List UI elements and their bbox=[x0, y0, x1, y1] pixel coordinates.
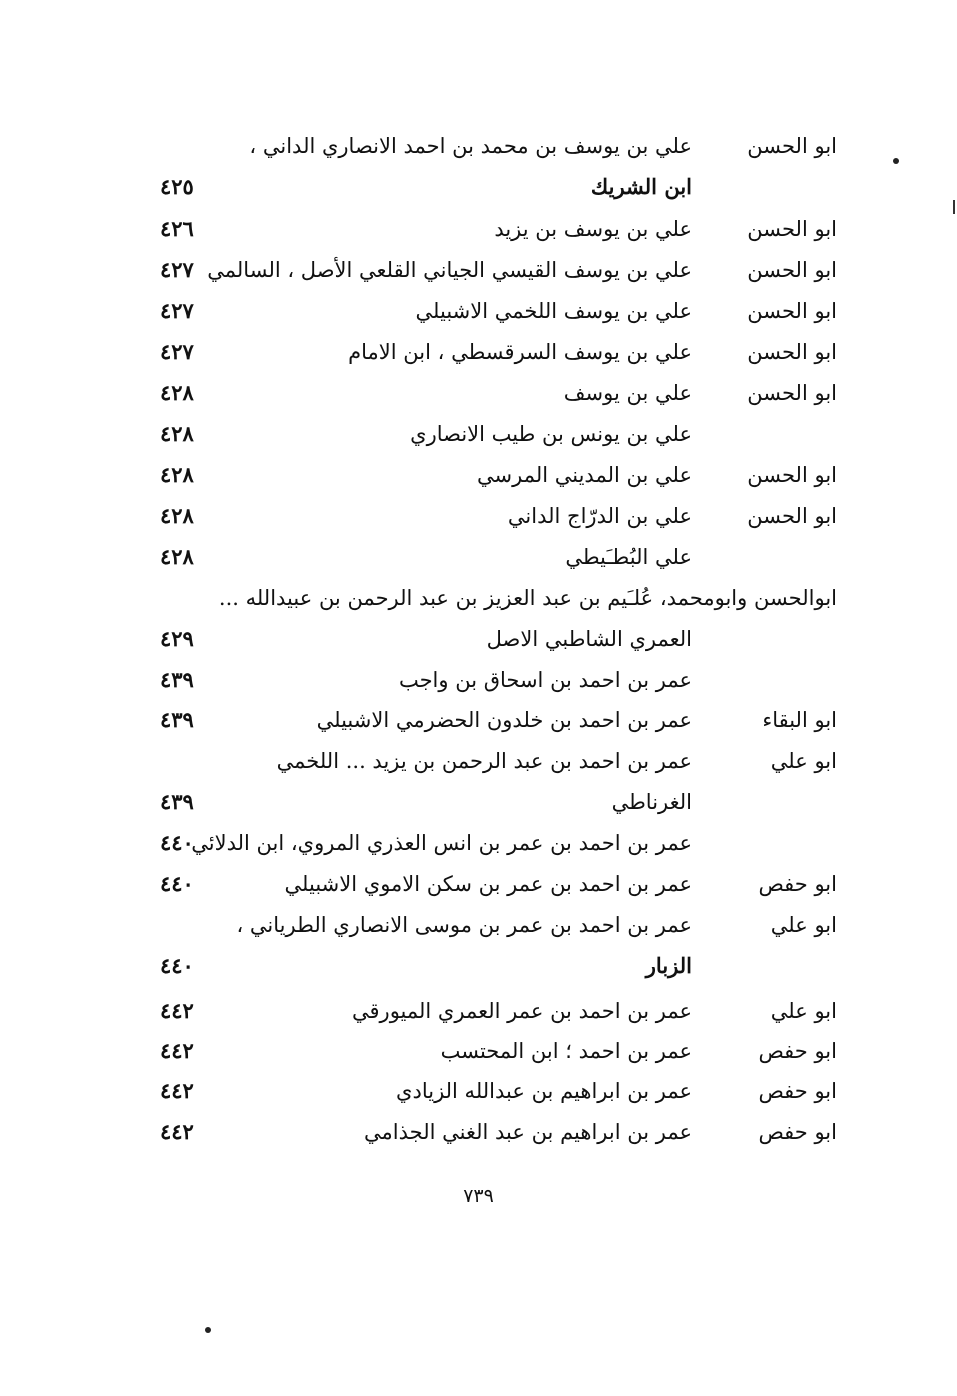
index-entry bbox=[0, 496, 957, 536]
index-entry bbox=[0, 373, 957, 413]
entry-name: عمر بن ابراهيم بن عبد الغني الجذامي bbox=[364, 1120, 692, 1144]
entry-page-number: ٤٢٨ bbox=[160, 421, 194, 446]
entry-name: عمر بن احمد بن خلدون الحضرمي الاشبيلي bbox=[316, 708, 692, 732]
entry-kunya: ابو علي bbox=[770, 913, 837, 937]
index-entry bbox=[0, 1031, 957, 1071]
index-entry bbox=[0, 946, 957, 986]
index-entry bbox=[0, 332, 957, 372]
entry-page-number: ٤٣٩ bbox=[160, 707, 194, 732]
entry-page-number: ٤٤٠ bbox=[160, 953, 194, 978]
entry-page-number: ٤٤٢ bbox=[160, 1038, 194, 1063]
entry-page-number: ٤٢٩ bbox=[160, 626, 194, 651]
index-entry bbox=[0, 660, 957, 700]
entry-kunya: ابو الحسن bbox=[747, 340, 837, 364]
entry-name: علي بن يوسف اللخمي الاشبيلي bbox=[415, 299, 692, 323]
entry-name: عمر بن احمد بن عمر العمري الميورقي bbox=[352, 999, 692, 1023]
entry-kunya: ابو الحسن bbox=[747, 463, 837, 487]
index-entry bbox=[0, 414, 957, 454]
entry-name: عمر بن احمد بن اسحاق بن واجب bbox=[398, 668, 692, 692]
entry-name: عمر بن احمد بن عبد الرحمن بن يزيد ... اللخمي bbox=[276, 749, 692, 773]
index-entry bbox=[0, 1071, 957, 1111]
entry-page-number: ٤٢٧ bbox=[160, 257, 194, 282]
entry-kunya: ابو البقاء bbox=[762, 708, 837, 732]
entry-name: العمري الشاطبي الاصل bbox=[486, 627, 692, 651]
entry-kunya: ابو حفص bbox=[758, 1120, 837, 1144]
entry-name: الزبار bbox=[645, 953, 692, 978]
scan-mark bbox=[953, 200, 955, 214]
index-entry bbox=[0, 782, 957, 822]
entry-name: عمر بن احمد بن عمر بن موسى الانصاري الطرياني ، bbox=[236, 913, 692, 937]
entry-kunya: ابو الحسن bbox=[747, 504, 837, 528]
entry-name: عمر بن ابراهيم بن عبدالله الزيادي bbox=[396, 1079, 692, 1103]
index-entry bbox=[0, 209, 957, 249]
index-entry bbox=[0, 619, 957, 659]
entry-page-number: ٤٣٩ bbox=[160, 789, 194, 814]
index-entry bbox=[0, 537, 957, 577]
index-entry bbox=[0, 905, 957, 945]
index-entry bbox=[0, 991, 957, 1031]
entry-name: علي بن يونس بن طيب الانصاري bbox=[410, 422, 692, 446]
entry-page-number: ٤٤٢ bbox=[160, 1078, 194, 1103]
entry-page-number: ٤٣٩ bbox=[160, 667, 194, 692]
entry-name: علي البُطـَيطي bbox=[565, 545, 692, 569]
entry-name: علي بن يوسف السرقسطي ، ابن الامام bbox=[348, 340, 692, 364]
page-number: ٧٣٩ bbox=[463, 1185, 494, 1207]
entry-page-number: ٤٤٢ bbox=[160, 1119, 194, 1144]
entry-page-number: ٤٢٨ bbox=[160, 380, 194, 405]
entry-full-text: ابوالحسن وابومحمد، عُلـَيم بن عبد العزيز بن عبد الرحمن بن عبيدالله ... bbox=[218, 586, 837, 610]
scan-speck bbox=[205, 1327, 211, 1333]
index-entry bbox=[0, 250, 957, 290]
entry-name: عمر بن احمد ؛ ابن المحتسب bbox=[440, 1039, 692, 1063]
entry-page-number: ٤٢٦ bbox=[160, 216, 194, 241]
entry-kunya: ابو الحسن bbox=[747, 217, 837, 241]
entry-name: علي بن يوسف بن محمد بن احمد الانصاري الداني ، bbox=[249, 134, 692, 158]
index-entry bbox=[0, 823, 957, 863]
entry-kunya: ابو الحسن bbox=[747, 134, 837, 158]
entry-page-number: ٤٤٢ bbox=[160, 998, 194, 1023]
entry-kunya: ابو الحسن bbox=[747, 299, 837, 323]
entry-page-number: ٤٢٨ bbox=[160, 462, 194, 487]
entry-name: ابن الشريك bbox=[590, 174, 692, 199]
entry-kunya: ابو حفص bbox=[758, 872, 837, 896]
entry-kunya: ابو علي bbox=[770, 749, 837, 773]
entry-page-number: ٤٢٨ bbox=[160, 503, 194, 528]
entry-name: علي بن المديني المرسي bbox=[477, 463, 692, 487]
entry-name: عمر بن احمد بن عمر بن سكن الاموي الاشبيلي bbox=[284, 872, 692, 896]
index-entry bbox=[0, 291, 957, 331]
scan-speck bbox=[893, 158, 899, 164]
entry-page-number: ٤٢٨ bbox=[160, 544, 194, 569]
entry-name: علي بن يوسف bbox=[563, 381, 692, 405]
entry-page-number: ٤٢٥ bbox=[160, 174, 194, 199]
entry-name: علي بن الدرّاج الداني bbox=[507, 504, 692, 528]
entry-page-number: ٤٤٠ bbox=[160, 871, 194, 896]
index-entry bbox=[0, 126, 957, 166]
entry-name: علي بن يوسف بن يزيد bbox=[494, 217, 692, 241]
index-entry bbox=[0, 741, 957, 781]
entry-page-number: ٤٢٧ bbox=[160, 298, 194, 323]
entry-page-number: ٤٤٠ bbox=[160, 830, 194, 855]
index-entry bbox=[0, 167, 957, 207]
entry-kunya: ابو حفص bbox=[758, 1039, 837, 1063]
entry-kunya: ابو علي bbox=[770, 999, 837, 1023]
index-entry bbox=[0, 455, 957, 495]
entry-name: الغرناطي bbox=[611, 790, 692, 814]
entry-page-number: ٤٢٧ bbox=[160, 339, 194, 364]
entry-kunya: ابو الحسن bbox=[747, 258, 837, 282]
entry-name: عمر بن احمد بن عمر بن انس العذري المروي، ابن الدلائي bbox=[191, 831, 692, 855]
entry-name: علي بن يوسف القيسي الجياني القلعي الأصل ، السالمي bbox=[207, 258, 692, 282]
index-entry bbox=[0, 864, 957, 904]
index-entry bbox=[0, 1112, 957, 1152]
index-entry bbox=[0, 700, 957, 740]
entry-kunya: ابو الحسن bbox=[747, 381, 837, 405]
index-entry-full-line bbox=[0, 578, 957, 618]
entry-kunya: ابو حفص bbox=[758, 1079, 837, 1103]
